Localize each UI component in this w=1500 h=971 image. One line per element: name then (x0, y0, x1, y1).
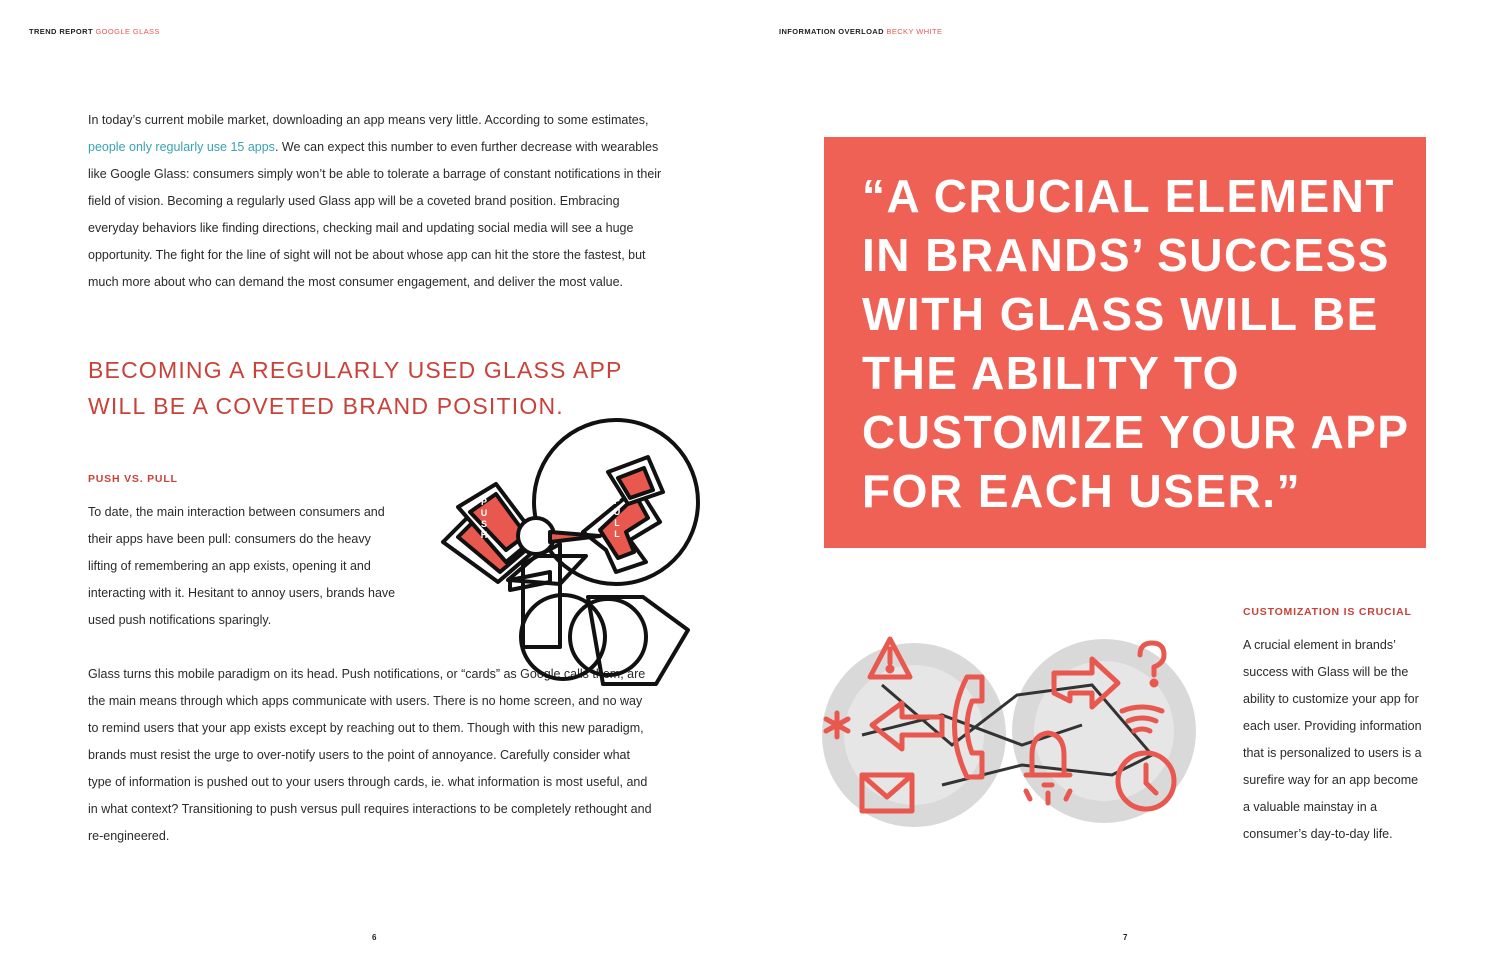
glass-paradigm-paragraph: Glass turns this mobile paradigm on its head. Push notifications, or “cards” as Google calls them, are the main means through which apps communicate with users. There is no home screen, and no way to remind users that your app exists except by reaching out to them. Though with this new paradigm, brands must resist the urge to over-notify users to the point of annoyance. Carefully consider what type of information is pushed out to your users through cards, ie. what information is most useful, and in what context? Transitioning to push versus pull requires interactions to be completely rethought and re-engineered. (88, 667, 652, 843)
notification-icons-illustration (822, 625, 1222, 840)
intro-paragraph (88, 107, 666, 296)
push-arrow-letters (479, 497, 489, 541)
customization-subhead: CUSTOMIZATION IS CRUCIAL (1243, 606, 1412, 618)
pull-quote: “A CRUCIAL ELEMENT IN BRANDS’ SUCCESS WITH GLASS WILL BE THE ABILITY TO CUSTOMIZE YOUR APP FOR EACH USER.” (862, 170, 1409, 517)
page-number-left: 6 (372, 933, 377, 942)
running-head-right (779, 27, 942, 36)
running-head-accent: BECKY WHITE (886, 27, 943, 36)
running-head-label: INFORMATION OVERLOAD (779, 27, 884, 36)
pull-arrow-letters (612, 496, 622, 540)
pull-quote-box (824, 137, 1426, 548)
running-head-label: TREND REPORT (29, 27, 93, 36)
push-letter: S (480, 519, 487, 529)
running-head-left (29, 27, 160, 36)
intro-before-link: In today’s current mobile market, downloading an app means very little. According to some estimates, (88, 113, 649, 127)
page-number-right: 7 (1123, 933, 1128, 942)
megaphone-icon (438, 432, 703, 690)
pull-letter: L (614, 518, 620, 528)
push-pull-paragraph: To date, the main interaction between consumers and their apps have been pull: consumers do the heavy lifting of remembering an app exists, opening it and interacting with it. Hesitant to annoy users, brands have used push notifications sparingly. (88, 505, 396, 627)
apps-statistic-link[interactable]: people only regularly use 15 apps (88, 140, 275, 154)
customization-paragraph: A crucial element in brands’ success with Glass will be the ability to customize your app for each user. Providing information that is personalized to users is a surefire way for an app become a valuable mainstay in a consumer’s day-to-day life. (1243, 638, 1422, 841)
push-letter: U (480, 508, 488, 518)
pull-letter: L (614, 529, 620, 539)
push-letter: H (480, 530, 488, 540)
intro-after-link: . We can expect this number to even further decrease with wearables like Google Glass: consumers simply won’t be able to tolerate a barrage of constant notifications in their field of vision. Becoming a regularly used Glass app will be a coveted brand position. Embracing everyday behaviors like finding directions, checking mail and updating social media will see a huge opportunity. The fight for the line of sight will not be about whose app can hit the store the fastest, but much more about who can demand the most consumer engagement, and deliver the most value. (88, 140, 662, 289)
running-head-accent: GOOGLE GLASS (95, 27, 160, 36)
push-letter: P (480, 497, 487, 507)
push-vs-pull-subhead: PUSH VS. PULL (88, 473, 178, 485)
pull-letter: U (613, 507, 621, 517)
right-page (750, 0, 1500, 971)
section-heading: BECOMING A REGULARLY USED GLASS APP WILL BE A COVETED BRAND POSITION. (88, 357, 623, 419)
pull-letter: P (613, 496, 620, 506)
